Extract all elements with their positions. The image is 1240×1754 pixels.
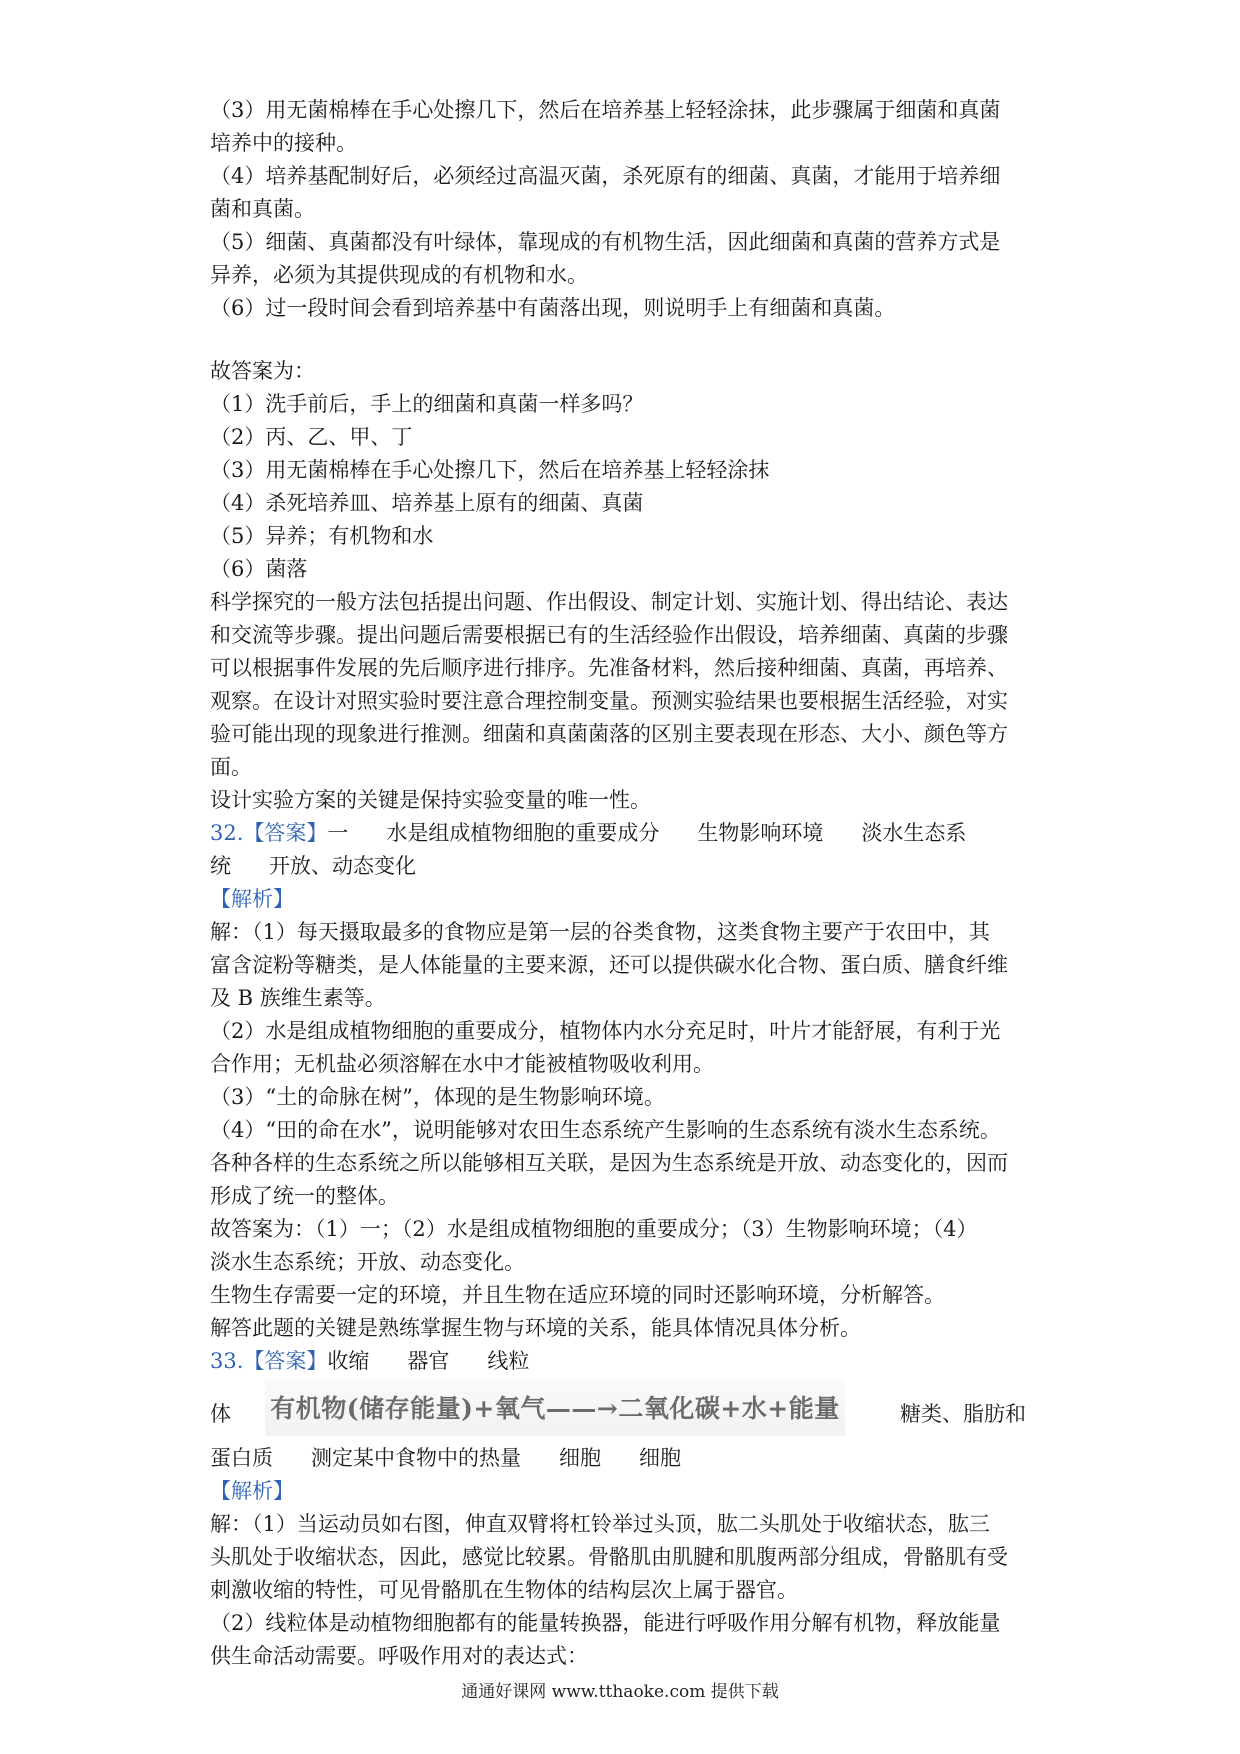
answer-item: 统 <box>210 854 231 878</box>
text-line: （3）“土的命脉在树”，体现的是生物影响环境。 <box>210 1085 665 1109</box>
text-line: 各种各样的生态系统之所以能够相互关联，是因为生态系统是开放、动态变化的，因而 <box>210 1151 1008 1175</box>
question-32 <box>210 817 1040 1345</box>
text-line: 解答此题的关键是熟练掌握生物与环境的关系，能具体情况具体分析。 <box>210 1316 861 1340</box>
text-line: （2）水是组成植物细胞的重要成分，植物体内水分充足时，叶片才能舒展，有利于光 <box>210 1019 1001 1043</box>
text-line: 验可能出现的现象进行推测。细菌和真菌菌落的区别主要表现在形态、大小、颜色等方 <box>210 722 1008 746</box>
text-line: 可以根据事件发展的先后顺序进行排序。先准备材料，然后接种细菌、真菌，再培养、 <box>210 656 1008 680</box>
answer-line <box>210 850 1040 883</box>
answer-item: 淡水生态系 <box>861 821 967 845</box>
answer-item: 生物影响环境 <box>697 821 824 845</box>
answer-item: 线粒 <box>487 1349 530 1373</box>
text-line: （5）细菌、真菌都没有叶绿体，靠现成的有机物生活，因此细菌和真菌的营养方式是 <box>210 230 1001 254</box>
text-line: 解：（1）每天摄取最多的食物应是第一层的谷类食物，这类食物主要产于农田中，其 <box>210 920 990 944</box>
answer-line <box>210 1345 1040 1378</box>
answer-summary <box>210 355 1040 817</box>
spacer <box>210 325 1040 355</box>
analysis-label: 【解析】 <box>210 887 294 911</box>
text-line: 故答案为： <box>210 359 315 383</box>
answer-item: 细胞 <box>559 1446 601 1470</box>
text-line: 淡水生态系统；开放、动态变化。 <box>210 1250 525 1274</box>
text-line: 故答案为：（1）一；（2）水是组成植物细胞的重要成分；（3）生物影响环境；（4） <box>210 1217 978 1241</box>
text-line: 和交流等步骤。提出问题后需要根据已有的生活经验作出假设，培养细菌、真菌的步骤 <box>210 623 1008 647</box>
answer-item: 收缩 <box>327 1349 370 1373</box>
answer-item: 一 <box>327 821 349 845</box>
text-line: （3）用无菌棉棒在手心处擦几下，然后在培养基上轻轻涂抹 <box>210 458 770 482</box>
top-paragraphs <box>210 94 1040 325</box>
text-line: 及 B 族维生素等。 <box>210 986 386 1010</box>
answer-item: 糖类、脂肪和 <box>900 1402 1026 1426</box>
text-line: 设计实验方案的关键是保持实验变量的唯一性。 <box>210 788 651 812</box>
text-line: 科学探究的一般方法包括提出问题、作出假设、制定计划、实施计划、得出结论、表达 <box>210 590 1008 614</box>
answer-item: 测定某中食物中的热量 <box>311 1446 521 1470</box>
text-line: （4）培养基配制好后，必须经过高温灭菌，杀死原有的细菌、真菌，才能用于培养细 <box>210 164 1001 188</box>
text-line: （1）洗手前后，手上的细菌和真菌一样多吗？ <box>210 392 644 416</box>
text-line: （6）过一段时间会看到培养基中有菌落出现，则说明手上有细菌和真菌。 <box>210 296 896 320</box>
text-line: 富含淀粉等糖类，是人体能量的主要来源，还可以提供碳水化合物、蛋白质、膳食纤维 <box>210 953 1008 977</box>
answer-item: 开放、动态变化 <box>269 854 416 878</box>
text-line: 异养，必须为其提供现成的有机物和水。 <box>210 263 588 287</box>
text-line: （5）异养；有机物和水 <box>210 524 434 548</box>
text-line: （3）用无菌棉棒在手心处擦几下，然后在培养基上轻轻涂抹，此步骤属于细菌和真菌 <box>210 98 1001 122</box>
answer-label: 33.【答案】 <box>210 1349 328 1373</box>
text-line: 合作用；无机盐必须溶解在水中才能被植物吸收利用。 <box>210 1052 714 1076</box>
text-line: 供生命活动需要。呼吸作用对的表达式： <box>210 1644 588 1668</box>
text-line: 培养中的接种。 <box>210 131 357 155</box>
text-line: （2）线粒体是动植物细胞都有的能量转换器，能进行呼吸作用分解有机物，释放能量 <box>210 1611 1001 1635</box>
page-footer: 通通好课网 www.tthaoke.com 提供下载 <box>461 1682 779 1702</box>
text-line: 观察。在设计对照实验时要注意合理控制变量。预测实验结果也要根据生活经验，对实 <box>210 689 1008 713</box>
text-line: 头肌处于收缩状态，因此，感觉比较累。骨骼肌由肌腱和肌腹两部分组成，骨骼肌有受 <box>210 1545 1008 1569</box>
text-line: 形成了统一的整体。 <box>210 1184 399 1208</box>
text-line: （2）丙、乙、甲、丁 <box>210 425 413 449</box>
answer-item: 体 <box>210 1402 231 1426</box>
text-line: 解：（1）当运动员如右图，伸直双臂将杠铃举过头顶，肱二头肌处于收缩状态，肱三 <box>210 1512 990 1536</box>
answer-item: 器官 <box>407 1349 450 1373</box>
text-line: 菌和真菌。 <box>210 197 315 221</box>
text-line: （4）杀死培养皿、培养基上原有的细菌、真菌 <box>210 491 644 515</box>
question-33 <box>210 1345 1040 1673</box>
answer-label: 32.【答案】 <box>210 821 328 845</box>
answer-item: 细胞 <box>639 1446 681 1470</box>
text-line: 生物生存需要一定的环境，并且生物在适应环境的同时还影响环境，分析解答。 <box>210 1283 945 1307</box>
answer-item: 水是组成植物细胞的重要成分 <box>386 821 660 845</box>
equation-line <box>210 1378 1040 1442</box>
text-line: 刺激收缩的特性，可见骨骼肌在生物体的结构层次上属于器官。 <box>210 1578 798 1602</box>
text-line: （6）菌落 <box>210 557 308 581</box>
analysis-label: 【解析】 <box>210 1479 294 1503</box>
answer-line <box>210 817 1040 850</box>
answer-item: 蛋白质 <box>210 1446 273 1470</box>
respiration-equation-image: 有机物(储存能量)+氧气——→二氧化碳+水+能量 <box>265 1378 845 1436</box>
text-line: 面。 <box>210 755 252 779</box>
document-body <box>210 94 1040 1673</box>
answer-line <box>210 1442 1040 1475</box>
text-line: （4）“田的命在水”，说明能够对农田生态系统产生影响的生态系统有淡水生态系统。 <box>210 1118 1001 1142</box>
